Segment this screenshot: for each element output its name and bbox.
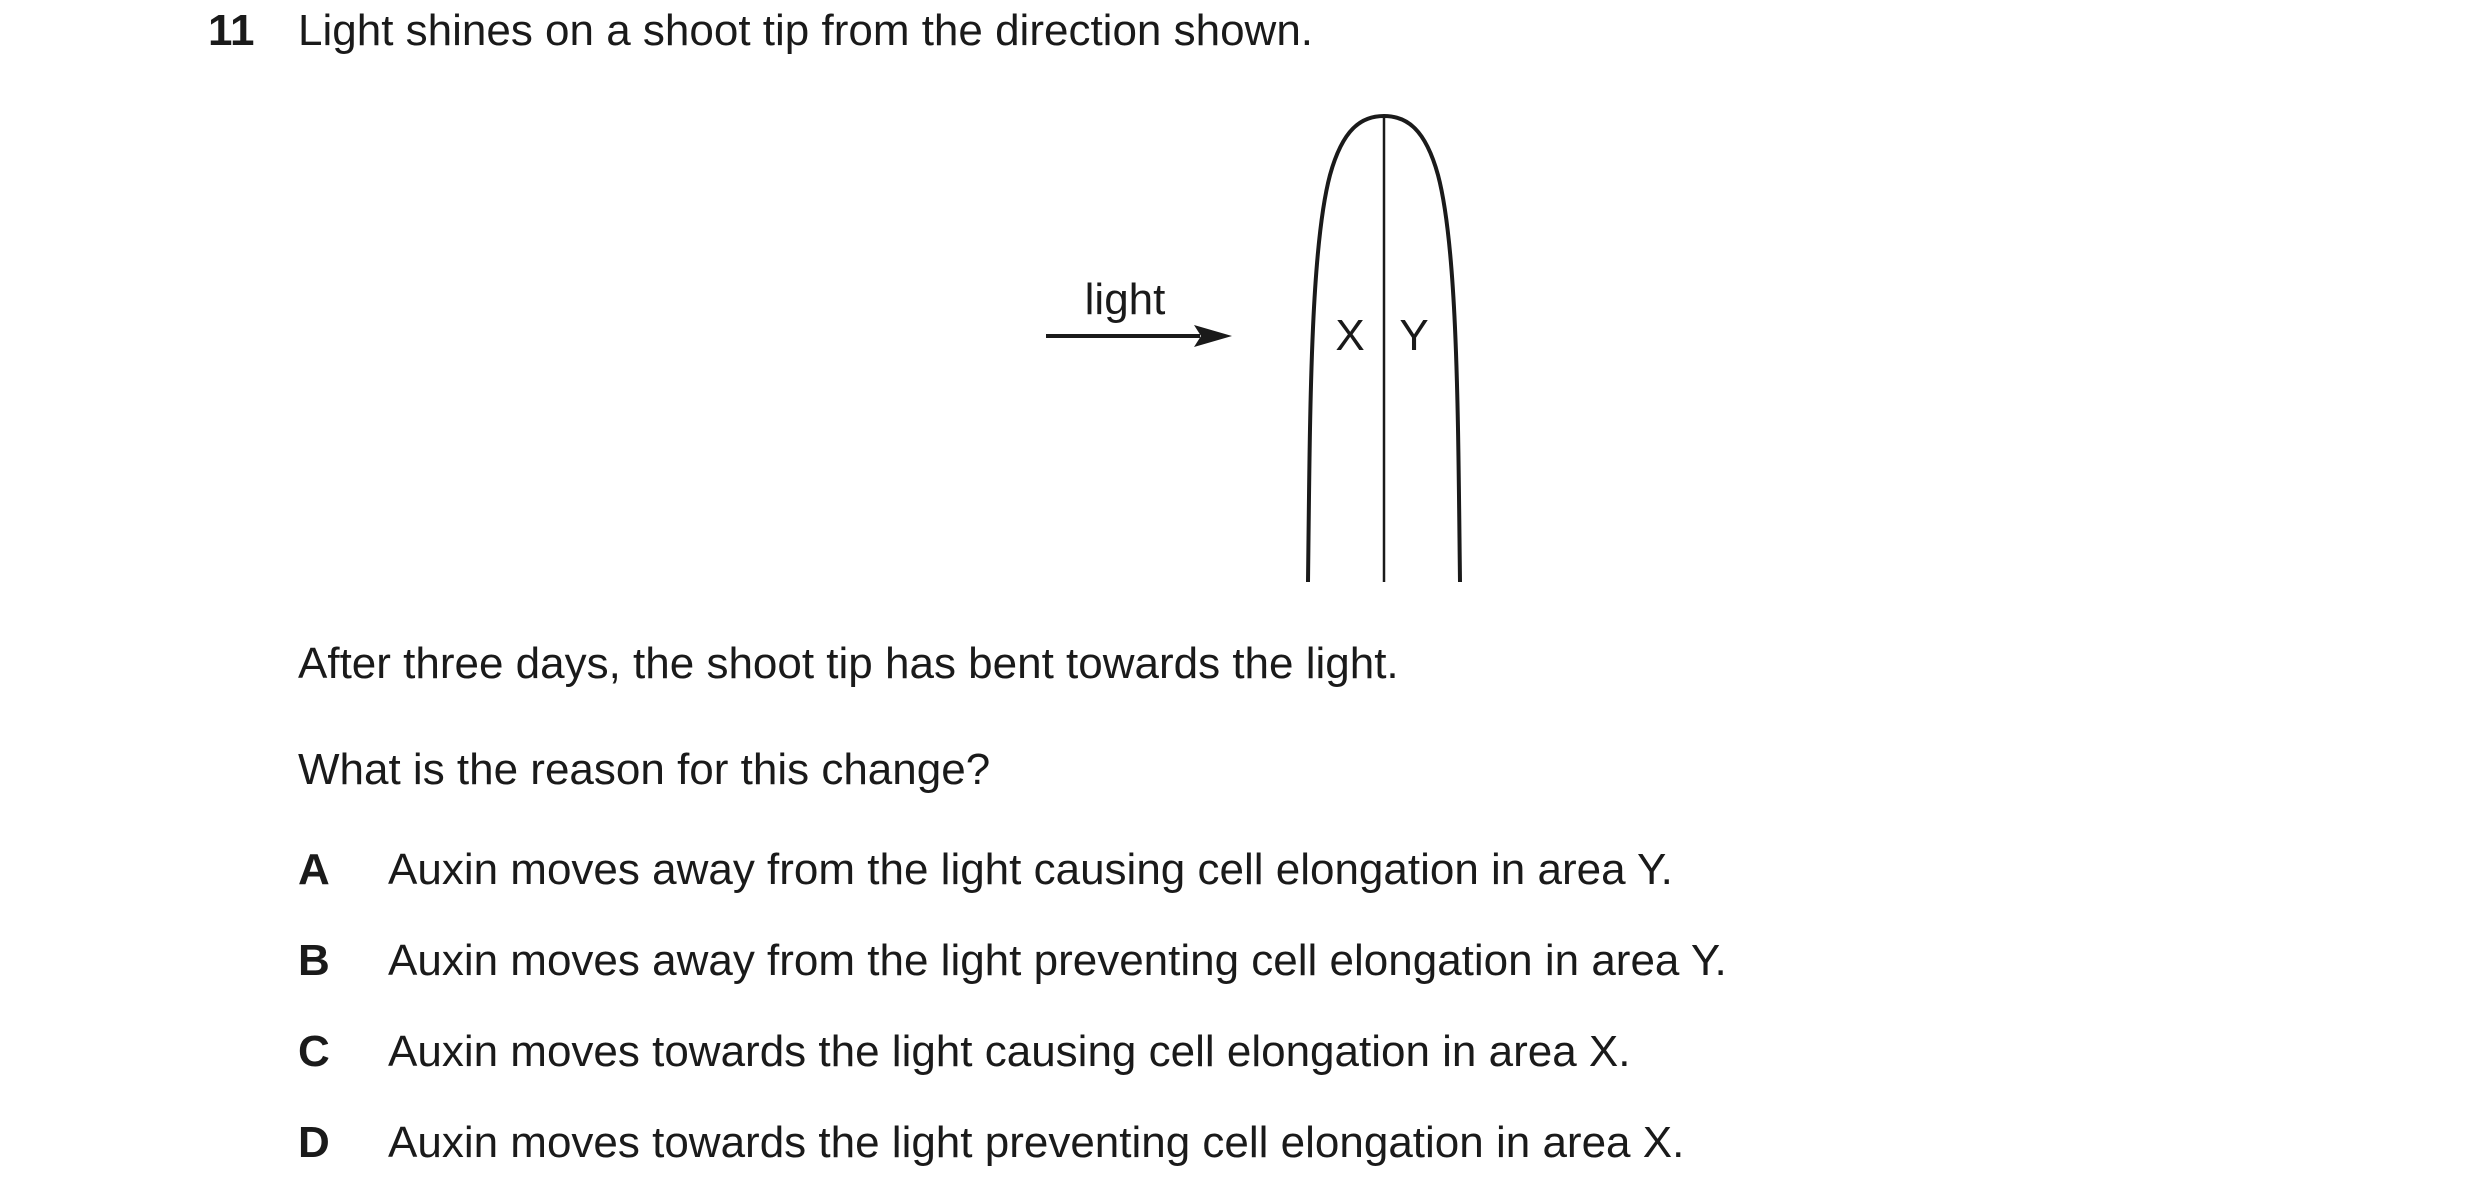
light-arrow-label: light <box>1084 275 1166 324</box>
option-a-letter: A <box>298 845 330 894</box>
option-b-letter: B <box>298 936 330 985</box>
option-c-text: Auxin moves towards the light causing cell elongation in area X. <box>388 1027 1631 1076</box>
region-y-label: Y <box>1399 311 1429 360</box>
option-d-letter: D <box>298 1118 330 1167</box>
option-c-letter: C <box>298 1027 330 1076</box>
option-b-text: Auxin moves away from the light preventing cell elongation in area Y. <box>388 936 1727 985</box>
region-x-label: X <box>1335 311 1365 360</box>
question-number: 11 <box>208 6 255 55</box>
light-arrow-head <box>1194 325 1232 347</box>
question-stem: Light shines on a shoot tip from the direction shown. <box>298 6 1314 55</box>
option-a-text: Auxin moves away from the light causing cell elongation in area Y. <box>388 845 1673 894</box>
option-d-text: Auxin moves towards the light preventing cell elongation in area X. <box>388 1118 1685 1167</box>
shoot-tip-outline <box>1308 116 1460 582</box>
observation-text: After three days, the shoot tip has bent towards the light. <box>298 639 1399 688</box>
question-prompt: What is the reason for this change? <box>298 745 991 794</box>
